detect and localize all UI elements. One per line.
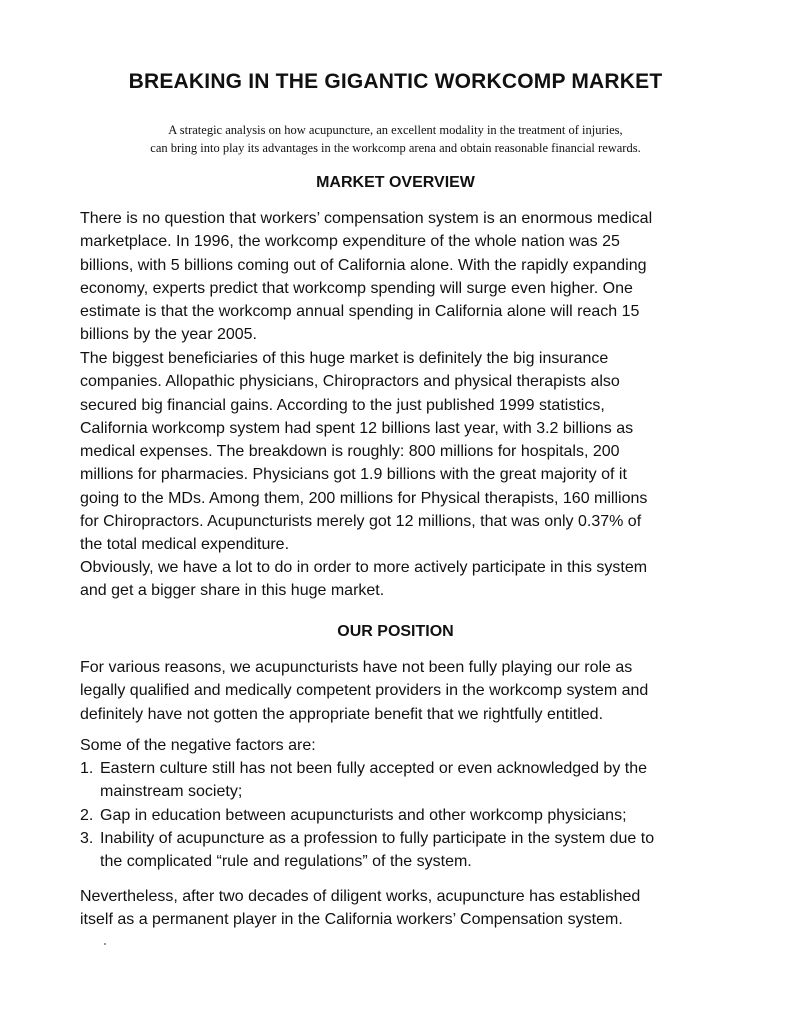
paragraph-beneficiaries xyxy=(80,347,720,557)
scan-speck xyxy=(104,943,106,945)
text-line: There is no question that workers’ compensation system is an enormous medical xyxy=(80,210,653,227)
paragraph-obviously xyxy=(80,556,720,603)
list-item xyxy=(80,804,720,827)
section-heading-our-position: OUR POSITION xyxy=(337,623,454,640)
document-subtitle xyxy=(60,121,731,157)
list-item-text: Gap in education between acupuncturists and other workcomp physicians; xyxy=(100,806,627,824)
text-line: The biggest beneficiaries of this huge market is definitely the big insurance xyxy=(80,350,609,367)
text-line: Some of the negative factors are: xyxy=(80,737,316,754)
subtitle-line: A strategic analysis on how acupuncture, an excellent modality in the treatment of injuries, xyxy=(168,123,623,137)
document-title: BREAKING IN THE GIGANTIC WORKCOMP MARKET xyxy=(128,70,663,93)
list-number: 3. xyxy=(80,829,94,847)
text-line: billions by the year 2005. xyxy=(80,326,257,344)
text-line: going to the MDs. Among them, 200 millions for Physical therapists, 160 millions xyxy=(80,489,648,507)
paragraph-position-intro xyxy=(80,656,720,726)
text-line: Obviously, we have a lot to do in order to more actively participate in this system xyxy=(80,559,648,576)
list-item-text: mainstream society; xyxy=(100,783,243,801)
text-line: companies. Allopathic physicians, Chiropractors and physical therapists also xyxy=(80,373,620,391)
text-line: millions for pharmacies. Physicians got 1.9 billions with the great majority of it xyxy=(80,466,627,484)
text-line: itself as a permanent player in the California workers’ Compensation system. xyxy=(80,911,623,929)
paragraph-nevertheless xyxy=(80,885,720,932)
text-line: California workcomp system had spent 12 billions last year, with 3.2 billions as xyxy=(80,419,634,437)
text-line: secured big financial gains. According to the just published 1999 statistics, xyxy=(80,396,605,414)
text-line: economy, experts predict that workcomp spending will surge even higher. One xyxy=(80,279,633,297)
text-line: for Chiropractors. Acupuncturists merely got 12 millions, that was only 0.37% of xyxy=(80,513,642,531)
text-line: legally qualified and medically competent providers in the workcomp system and xyxy=(80,682,649,700)
paragraph-negative-factors xyxy=(80,734,720,757)
negative-factors-list xyxy=(80,757,720,873)
text-line: definitely have not gotten the appropriate benefit that we rightfully entitled. xyxy=(80,705,604,723)
list-item-text: the complicated “rule and regulations” of the system. xyxy=(100,853,472,871)
list-number: 1. xyxy=(80,760,94,777)
list-item-text: Eastern culture still has not been fully accepted or even acknowledged by the xyxy=(100,760,647,777)
paragraph-market-intro xyxy=(80,207,720,347)
text-line: Nevertheless, after two decades of diligent works, acupuncture has established xyxy=(80,888,641,905)
text-line: billions, with 5 billions coming out of California alone. With the rapidly expanding xyxy=(80,256,647,274)
subtitle-line: can bring into play its advantages in the workcomp arena and obtain reasonable financial rewards. xyxy=(150,141,641,155)
list-number: 2. xyxy=(80,806,94,824)
text-line: medical expenses. The breakdown is roughly: 800 millions for hospitals, 200 xyxy=(80,443,620,461)
list-item-text: Inability of acupuncture as a profession to fully participate in the system due to xyxy=(100,829,655,847)
text-line: and get a bigger share in this huge market. xyxy=(80,582,385,600)
text-line: marketplace. In 1996, the workcomp expenditure of the whole nation was 25 xyxy=(80,233,620,251)
list-item xyxy=(80,757,720,804)
text-line: estimate is that the workcomp annual spending in California alone will reach 15 xyxy=(80,303,640,321)
text-line: For various reasons, we acupuncturists have not been fully playing our role as xyxy=(80,659,633,676)
list-item xyxy=(80,827,720,874)
section-heading-market-overview: MARKET OVERVIEW xyxy=(316,174,475,191)
text-line: the total medical expenditure. xyxy=(80,536,290,554)
